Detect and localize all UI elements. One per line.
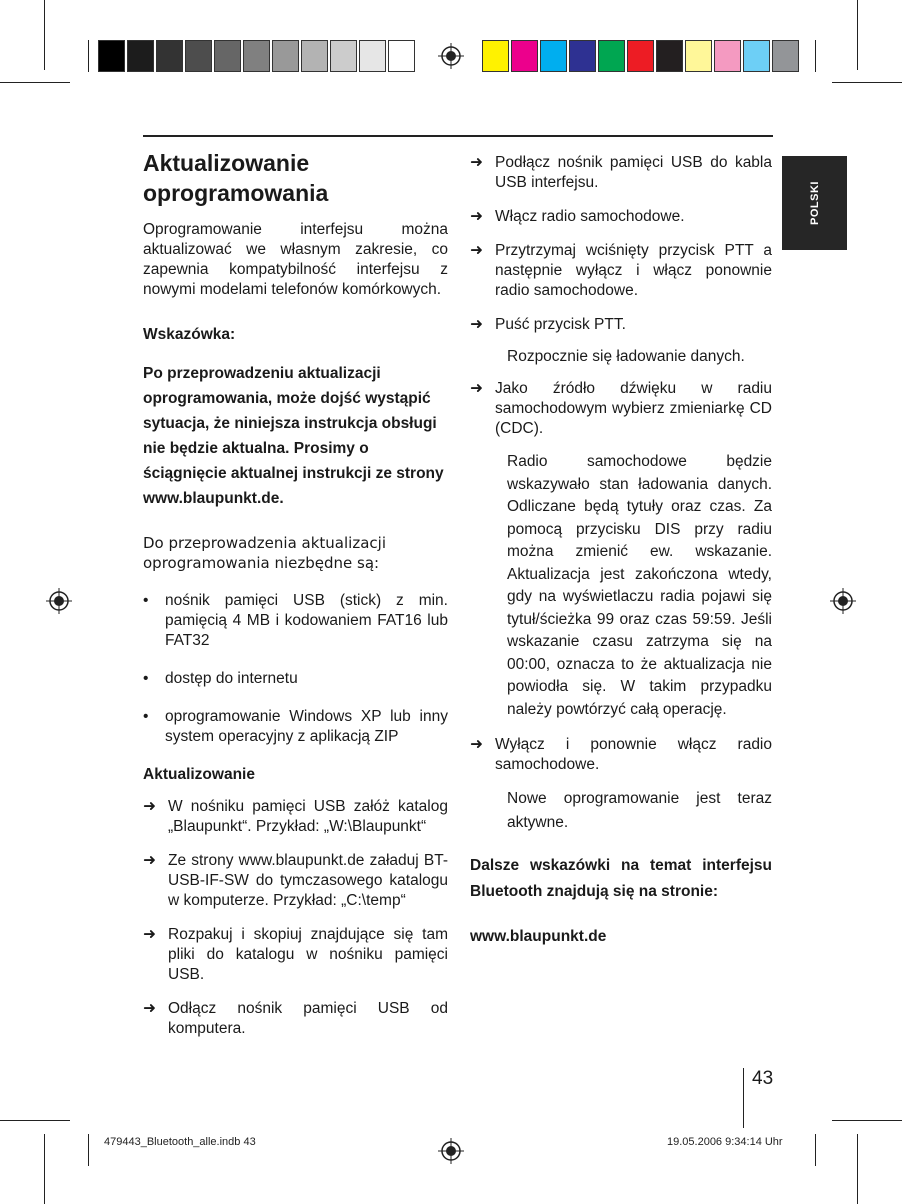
crop-mark	[832, 1120, 902, 1121]
step-item: ➜ Podłącz nośnik pamięci USB do kabla USB interfejsu.	[470, 154, 772, 191]
slug-timestamp: 19.05.2006 9:34:14 Uhr	[667, 1136, 783, 1148]
color-swatch	[330, 40, 357, 72]
crop-mark	[832, 82, 902, 83]
crop-mark	[857, 0, 858, 70]
arrow-icon: ➜	[143, 798, 156, 815]
arrow-icon: ➜	[470, 242, 483, 259]
color-swatch	[272, 40, 299, 72]
step-result: Radio samochodowe będzie wskazywało stan ładowania danych. Odliczane będą tytuły oraz czas. Za pomocą przycisku DIS przy radiu można zmienić ew. wskazanie. Aktualizacja jest zakończona wtedy, gdy na wyświetlaczu radia pojawi się tytuł/ścieżka 99 oraz czas 59:59. Jeśli wskazanie czasu zatrzyma się na 00:00, oznacza to że aktualizacja nie powiodła się. W takim przypadku należy powtórzyć całą operację.	[507, 453, 772, 718]
color-swatch	[98, 40, 125, 72]
color-swatch	[301, 40, 328, 72]
step-result: Rozpocznie się ładowanie danych.	[507, 348, 745, 365]
arrow-icon: ➜	[470, 736, 483, 753]
color-swatch	[359, 40, 386, 72]
crop-mark	[0, 1120, 70, 1121]
step-item: ➜ Ze strony www.blaupunkt.de załaduj BT-USB-IF-SW do tymczasowego katalogu w komputerze. Przykład: „C:\temp“	[143, 852, 448, 909]
arrow-icon: ➜	[143, 926, 156, 943]
crop-mark	[44, 0, 45, 70]
language-tab-label: POLSKI	[808, 181, 821, 225]
page-title: Aktualizowanie oprogramowania	[143, 150, 329, 206]
step-item: ➜ Włącz radio samochodowe.	[470, 208, 685, 225]
step-item: ➜ Jako źródło dźwięku w radiu samochodowym wybierz zmieniarkę CD (CDC).	[470, 380, 772, 437]
right-column	[470, 153, 772, 947]
crop-mark	[88, 40, 89, 72]
registration-mark-icon	[46, 588, 72, 614]
arrow-icon: ➜	[143, 1000, 156, 1017]
color-swatch	[772, 40, 799, 72]
arrow-icon: ➜	[470, 208, 483, 225]
step-item: ➜ W nośniku pamięci USB załóż katalog „Blaupunkt“. Przykład: „W:\Blaupunkt“	[143, 798, 448, 835]
top-rule	[143, 135, 773, 137]
crop-mark	[88, 1134, 89, 1166]
color-swatch	[656, 40, 683, 72]
color-swatch	[627, 40, 654, 72]
color-swatch	[185, 40, 212, 72]
step-item: ➜ Puść przycisk PTT.	[470, 316, 626, 333]
color-swatch	[214, 40, 241, 72]
page-number: 43	[752, 1068, 774, 1089]
color-swatch	[243, 40, 270, 72]
crop-mark	[857, 1134, 858, 1204]
color-swatch	[156, 40, 183, 72]
list-item: • oprogramowanie Windows XP lub inny system operacyjny z aplikacją ZIP	[143, 707, 448, 747]
note-text: Po przeprowadzeniu aktualizacji oprogramowania, może dojść wystąpić sytuacja, że niniejsza instrukcja obsługi nie będzie aktualna. Prosimy o ściągnięcie aktualnej instrukcji ze strony www.blaupunkt.de.	[143, 365, 444, 507]
color-swatch	[743, 40, 770, 72]
note-label: Wskazówka:	[143, 326, 236, 343]
intro-paragraph: Oprogramowanie interfejsu można aktualizować we własnym zakresie, co zapewnia kompatybilność interfejsu z nowymi modelami telefonów komórkowych.	[143, 221, 448, 298]
color-swatch	[714, 40, 741, 72]
color-swatch	[511, 40, 538, 72]
crop-mark	[0, 82, 70, 83]
registration-mark-icon	[830, 588, 856, 614]
language-tab	[782, 156, 847, 250]
left-column	[143, 148, 448, 1039]
step-result: Nowe oprogramowanie jest teraz aktywne.	[507, 790, 772, 831]
step-item: ➜ Odłącz nośnik pamięci USB od komputera.	[143, 1000, 448, 1037]
requirements-intro: Do przeprowadzenia aktualizacji oprogramowania niezbędne są:	[143, 534, 386, 572]
crop-mark	[44, 1134, 45, 1204]
crop-mark	[815, 40, 816, 72]
page-number-divider	[743, 1068, 744, 1128]
section-heading: Aktualizowanie	[143, 766, 255, 783]
color-swatch	[685, 40, 712, 72]
grayscale-color-bar	[98, 40, 417, 72]
list-item: • dostęp do internetu	[143, 669, 448, 689]
crop-mark	[815, 1134, 816, 1166]
registration-mark-icon	[438, 43, 464, 69]
color-swatch	[482, 40, 509, 72]
color-swatch	[127, 40, 154, 72]
more-info-text: Dalsze wskazówki na temat interfejsu Bluetooth znajdują się na stronie:	[470, 857, 772, 900]
step-item: ➜ Przytrzymaj wciśnięty przycisk PTT a następnie wyłącz i włącz ponownie radio samochodowe.	[470, 242, 772, 299]
requirements-list	[143, 591, 448, 747]
color-swatch	[388, 40, 415, 72]
website-link[interactable]: www.blaupunkt.de	[470, 928, 607, 945]
arrow-icon: ➜	[470, 316, 483, 333]
color-swatch	[598, 40, 625, 72]
arrow-icon: ➜	[470, 154, 483, 171]
slug-file-info: 479443_Bluetooth_alle.indb 43	[104, 1136, 256, 1148]
arrow-icon: ➜	[470, 380, 483, 397]
list-item: • nośnik pamięci USB (stick) z min. pamięcią 4 MB i kodowaniem FAT16 lub FAT32	[143, 591, 448, 651]
registration-mark-icon	[438, 1138, 464, 1164]
color-swatch	[540, 40, 567, 72]
process-color-bar	[482, 40, 801, 72]
arrow-icon: ➜	[143, 852, 156, 869]
step-item: ➜ Rozpakuj i skopiuj znajdujące się tam pliki do katalogu w nośniku pamięci USB.	[143, 926, 448, 983]
step-item: ➜ Wyłącz i ponownie włącz radio samochodowe.	[470, 736, 772, 773]
color-swatch	[569, 40, 596, 72]
